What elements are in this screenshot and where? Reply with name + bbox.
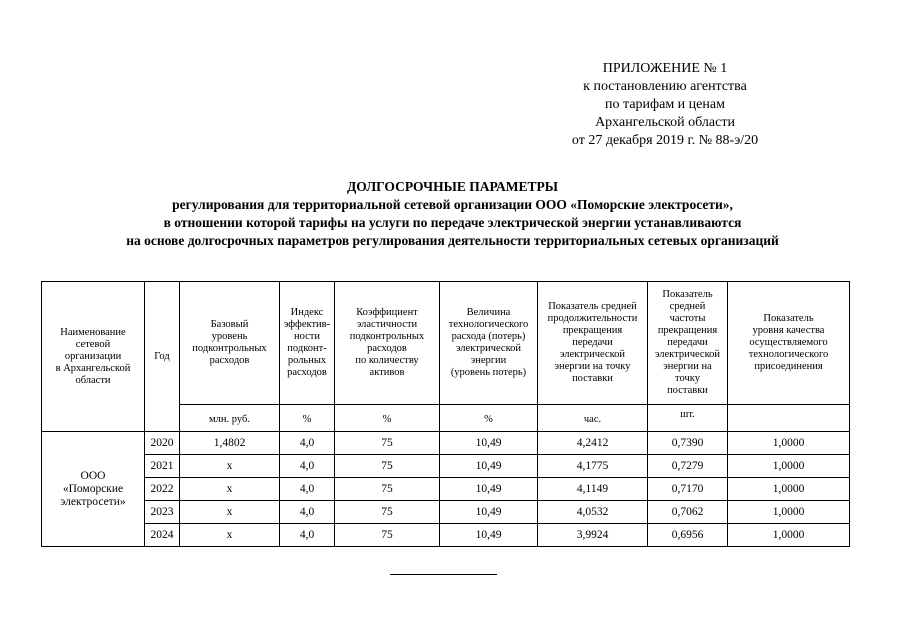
header-line: ности	[294, 331, 320, 342]
value-cell: 75	[335, 524, 440, 547]
title-line: ДОЛГОСРОЧНЫЕ ПАРАМЕТРЫ	[347, 179, 558, 194]
title-line: регулирования для территориальной сетевой организации ООО «Поморские электросети»,	[172, 197, 733, 212]
header-line: Показатель	[662, 289, 713, 300]
year-cell: 2024	[145, 524, 180, 547]
value-cell: x	[180, 455, 280, 478]
value-cell: 4,0532	[538, 501, 648, 524]
table-row	[42, 524, 850, 547]
header-interruption-duration	[538, 282, 648, 405]
unit-cell-empty	[728, 405, 850, 432]
header-interruption-frequency	[648, 282, 728, 405]
header-line: Наименование	[60, 326, 126, 338]
year-cell: 2020	[145, 432, 180, 455]
header-line: Величина	[466, 307, 511, 318]
organization-line: электросети»	[60, 495, 126, 508]
header-line: электрической	[654, 349, 721, 360]
table-row	[42, 478, 850, 501]
organization-name	[42, 432, 145, 547]
header-line: рольных	[287, 355, 327, 366]
unit-cell: %	[440, 405, 538, 432]
header-line: точку	[675, 373, 700, 384]
header-line: уровня качества	[752, 325, 825, 336]
header-line: электрической	[559, 349, 626, 360]
header-line: прекращения	[562, 325, 623, 336]
header-line: (уровень потерь)	[450, 367, 527, 378]
header-line: эффектив-	[283, 319, 331, 330]
value-cell: 10,49	[440, 501, 538, 524]
table-row	[42, 501, 850, 524]
header-line: энергии	[470, 355, 507, 366]
value-cell: 1,0000	[728, 524, 850, 547]
value-cell: x	[180, 524, 280, 547]
value-cell: 75	[335, 478, 440, 501]
header-line: присоединения	[754, 361, 823, 372]
header-line: расходов	[367, 343, 407, 354]
header-line: технологического	[448, 319, 529, 330]
header-line: расходов	[287, 367, 327, 378]
organization-line: «Поморские	[62, 482, 124, 495]
header-line: поставки	[667, 385, 708, 396]
year-cell: 2021	[145, 455, 180, 478]
header-line: активов	[369, 367, 405, 378]
header-line: продолжительности	[547, 313, 638, 324]
document-title	[0, 178, 905, 250]
header-line: подконтрольных	[192, 343, 267, 354]
header-connection-quality	[728, 282, 850, 405]
value-cell: 4,0	[280, 501, 335, 524]
value-cell: 10,49	[440, 455, 538, 478]
header-line: передачи	[667, 337, 708, 348]
header-line: частоты	[669, 313, 706, 324]
header-line: Индекс	[290, 307, 324, 318]
header-line: Показатель	[763, 313, 814, 324]
header-line: подконт-	[287, 343, 327, 354]
value-cell: 4,0	[280, 455, 335, 478]
header-line: Коэффициент	[356, 307, 418, 318]
value-cell: 4,0	[280, 524, 335, 547]
appendix-date: от 27 декабря 2019 г. № 88-э/20	[571, 133, 759, 148]
value-cell: 0,7390	[648, 432, 728, 455]
title-line: на основе долгосрочных параметров регулирования деятельности территориальных сетевых организаций	[126, 233, 779, 248]
header-line: сетевой	[75, 338, 111, 350]
header-line: в Архангельской	[55, 362, 131, 374]
header-line: энергии на точку	[554, 361, 631, 372]
header-line: по количеству	[355, 355, 419, 366]
value-cell: 0,7170	[648, 478, 728, 501]
value-cell: 75	[335, 455, 440, 478]
value-cell: 1,0000	[728, 478, 850, 501]
header-line: осуществляемого	[749, 337, 828, 348]
value-cell: 3,9924	[538, 524, 648, 547]
organization-line: ООО	[80, 469, 106, 482]
value-cell: 10,49	[440, 432, 538, 455]
unit-cell: %	[280, 405, 335, 432]
value-cell: 4,1149	[538, 478, 648, 501]
value-cell: 4,1775	[538, 455, 648, 478]
header-line: расходов	[209, 355, 250, 366]
header-line: Показатель средней	[548, 301, 637, 312]
appendix-line: к постановлению агентства	[583, 79, 747, 94]
header-efficiency-index	[280, 282, 335, 405]
header-technological-losses	[440, 282, 538, 405]
value-cell: 75	[335, 432, 440, 455]
value-cell: 1,0000	[728, 455, 850, 478]
title-line: в отношении которой тарифы на услуги по передаче электрической энергии устанавливаются	[163, 215, 742, 230]
unit-cell: шт.	[648, 405, 728, 432]
header-line: подконтрольных	[349, 331, 425, 342]
header-line: электрической	[455, 343, 522, 354]
header-line: энергии на	[663, 361, 712, 372]
year-cell: 2023	[145, 501, 180, 524]
unit-cell: млн. руб.	[180, 405, 280, 432]
value-cell: 0,7279	[648, 455, 728, 478]
header-line: поставки	[572, 373, 613, 384]
table-row	[42, 455, 850, 478]
value-cell: 0,7062	[648, 501, 728, 524]
value-cell: 10,49	[440, 478, 538, 501]
unit-cell: %	[335, 405, 440, 432]
header-line: эластичности	[356, 319, 418, 330]
value-cell: 4,0	[280, 432, 335, 455]
unit-cell: час.	[538, 405, 648, 432]
appendix-line: Архангельской области	[595, 115, 735, 130]
header-line: организации	[64, 350, 122, 362]
footer-separator	[390, 574, 497, 575]
value-cell: 4,2412	[538, 432, 648, 455]
header-year	[145, 282, 180, 432]
header-line: расхода (потерь)	[451, 331, 526, 342]
value-cell: 10,49	[440, 524, 538, 547]
value-cell: 1,0000	[728, 501, 850, 524]
value-cell: x	[180, 478, 280, 501]
header-line: технологического	[748, 349, 829, 360]
value-cell: 1,0000	[728, 432, 850, 455]
header-organization	[42, 282, 145, 432]
value-cell: 1,4802	[180, 432, 280, 455]
appendix-number: ПРИЛОЖЕНИЕ № 1	[602, 61, 728, 76]
header-line: Год	[154, 350, 170, 362]
header-line: уровень	[211, 331, 248, 342]
header-elasticity-coefficient	[335, 282, 440, 405]
value-cell: x	[180, 501, 280, 524]
header-line: средней	[669, 301, 706, 312]
value-cell: 75	[335, 501, 440, 524]
year-cell: 2022	[145, 478, 180, 501]
header-line: передачи	[572, 337, 613, 348]
appendix-line: по тарифам и ценам	[605, 97, 725, 112]
appendix-header	[540, 60, 790, 150]
value-cell: 4,0	[280, 478, 335, 501]
header-line: Базовый	[210, 319, 249, 330]
header-row	[42, 282, 850, 405]
header-line: прекращения	[657, 325, 718, 336]
parameters-table	[41, 281, 850, 547]
table-row	[42, 432, 850, 455]
header-base-costs	[180, 282, 280, 405]
header-line: области	[75, 374, 111, 386]
value-cell: 0,6956	[648, 524, 728, 547]
